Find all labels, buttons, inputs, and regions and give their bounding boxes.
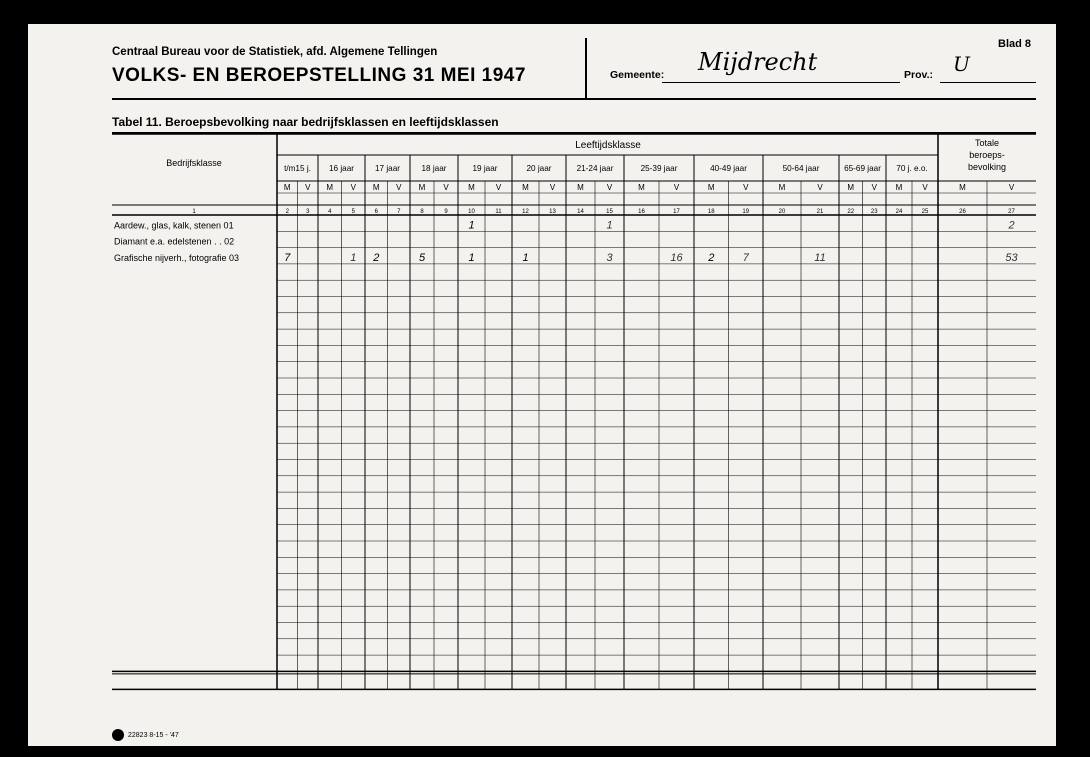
print-footer <box>112 729 179 741</box>
gemeente-label: Gemeente: <box>610 69 665 81</box>
data-cell: 1 <box>606 219 613 232</box>
data-cell: 2 <box>1008 219 1015 232</box>
column-number: 4 <box>328 209 332 215</box>
age-group-header: 19 jaar <box>472 164 498 173</box>
sex-label: V <box>871 183 877 192</box>
age-group-header: 40-49 jaar <box>710 164 747 173</box>
sex-label: M <box>778 183 786 192</box>
column-number: 17 <box>673 209 680 215</box>
row-label: Aardew., glas, kalk, stenen 01 <box>114 220 234 231</box>
sex-label: M <box>326 183 334 192</box>
sex-label: M <box>522 183 529 192</box>
sex-label: M <box>895 183 903 192</box>
sex-label: V <box>922 183 928 192</box>
form-title: VOLKS- EN BEROEPSTELLING 31 MEI 1947 <box>112 65 526 86</box>
age-group-header: 18 jaar <box>421 164 447 173</box>
data-cell: 5 <box>418 251 426 264</box>
column-number: 19 <box>742 209 750 215</box>
data-cell: 53 <box>1005 251 1018 264</box>
sex-label: V <box>350 183 356 192</box>
column-number: 11 <box>495 209 502 215</box>
sex-label: V <box>495 183 502 192</box>
sex-label: M <box>707 183 715 192</box>
sex-label: V <box>743 183 749 192</box>
column-number: 20 <box>778 209 786 215</box>
sex-label: V <box>817 183 823 192</box>
sex-label: V <box>443 183 449 192</box>
column-number: 18 <box>707 209 715 215</box>
sex-label: M <box>847 183 855 192</box>
column-number: 23 <box>870 209 878 215</box>
data-cell: 16 <box>670 251 683 264</box>
column-number: 9 <box>444 209 448 215</box>
data-cell: 2 <box>708 251 715 264</box>
sex-label: M <box>418 183 426 192</box>
sex-label: V <box>1008 183 1015 192</box>
sex-label: M <box>638 183 645 192</box>
column-number: 10 <box>468 209 475 215</box>
data-cell: 1 <box>468 251 475 264</box>
column-number: 6 <box>374 209 378 215</box>
bedrijfsklasse-header: Bedrijfsklasse <box>166 158 222 168</box>
data-cell: 1 <box>468 219 475 232</box>
row-label: Diamant e.a. edelstenen . . 02 <box>114 236 235 247</box>
sex-label: M <box>959 183 966 192</box>
sex-label: V <box>305 183 311 192</box>
sex-label: M <box>468 183 475 192</box>
totale-header-2: beroeps- <box>969 150 1005 160</box>
column-number: 22 <box>847 209 855 215</box>
age-group-header: 17 jaar <box>374 164 401 173</box>
column-number: 13 <box>549 209 556 215</box>
gemeente-value: Mijdrecht <box>698 48 818 76</box>
age-group-header: 25-39 jaar <box>640 164 678 173</box>
column-number: 24 <box>895 209 903 215</box>
cbs-logo-icon <box>112 729 124 741</box>
row-label: Grafische nijverh., fotografie 03 <box>114 252 240 263</box>
age-group-header: 16 jaar <box>328 164 355 173</box>
age-group-header: t/m15 j. <box>284 164 311 173</box>
data-cell: 11 <box>814 251 826 264</box>
column-number: 8 <box>420 209 424 215</box>
sex-label: V <box>673 183 680 192</box>
sex-label: V <box>606 183 613 192</box>
age-group-header: 70 j. e.o. <box>896 164 928 173</box>
column-number: 25 <box>921 209 929 215</box>
column-number: 27 <box>1008 209 1015 215</box>
age-group-header: 50-64 jaar <box>782 164 820 173</box>
leeftijd-header: Leeftijdsklasse <box>575 140 641 151</box>
column-number: 16 <box>638 209 645 215</box>
column-number: 21 <box>816 209 824 215</box>
sex-label: M <box>577 183 584 192</box>
table-title: Tabel 11. Beroepsbevolking naar bedrijfsklassen en leeftijdsklassen <box>112 115 499 129</box>
column-number: 3 <box>306 209 310 215</box>
data-cell: 3 <box>606 251 613 264</box>
sex-label: V <box>549 183 556 192</box>
data-cell: 2 <box>373 251 380 264</box>
totale-header-1: Totale <box>974 138 1000 148</box>
column-number: 5 <box>351 209 355 215</box>
column-number: 1 <box>192 209 196 215</box>
sex-label: M <box>372 183 380 192</box>
data-cell: 7 <box>742 251 749 264</box>
age-group-header: 20 jaar <box>526 164 552 173</box>
data-cell: 7 <box>284 251 291 264</box>
census-table <box>28 24 1056 746</box>
census-form-sheet <box>28 24 1056 746</box>
age-group-header: 21-24 jaar <box>576 164 614 173</box>
column-number: 2 <box>285 209 289 215</box>
column-number: 14 <box>577 209 584 215</box>
bureau-heading: Centraal Bureau voor de Statistiek, afd. Algemene Tellingen <box>112 46 438 58</box>
sex-label: M <box>283 183 291 192</box>
column-number: 26 <box>959 209 966 215</box>
print-code: 22823 8-15 - '47 <box>128 731 179 739</box>
data-cell: 1 <box>522 251 529 264</box>
column-number: 12 <box>522 209 529 215</box>
totale-header-3: bevolking <box>967 162 1007 172</box>
sex-label: V <box>396 183 402 192</box>
column-number: 7 <box>397 209 401 215</box>
column-number: 15 <box>606 209 613 215</box>
sheet-number: Blad 8 <box>998 38 1032 50</box>
age-group-header: 65-69 jaar <box>844 164 881 173</box>
prov-value: U <box>953 52 970 76</box>
prov-label: Prov.: <box>904 69 933 81</box>
data-cell: 1 <box>350 251 357 264</box>
